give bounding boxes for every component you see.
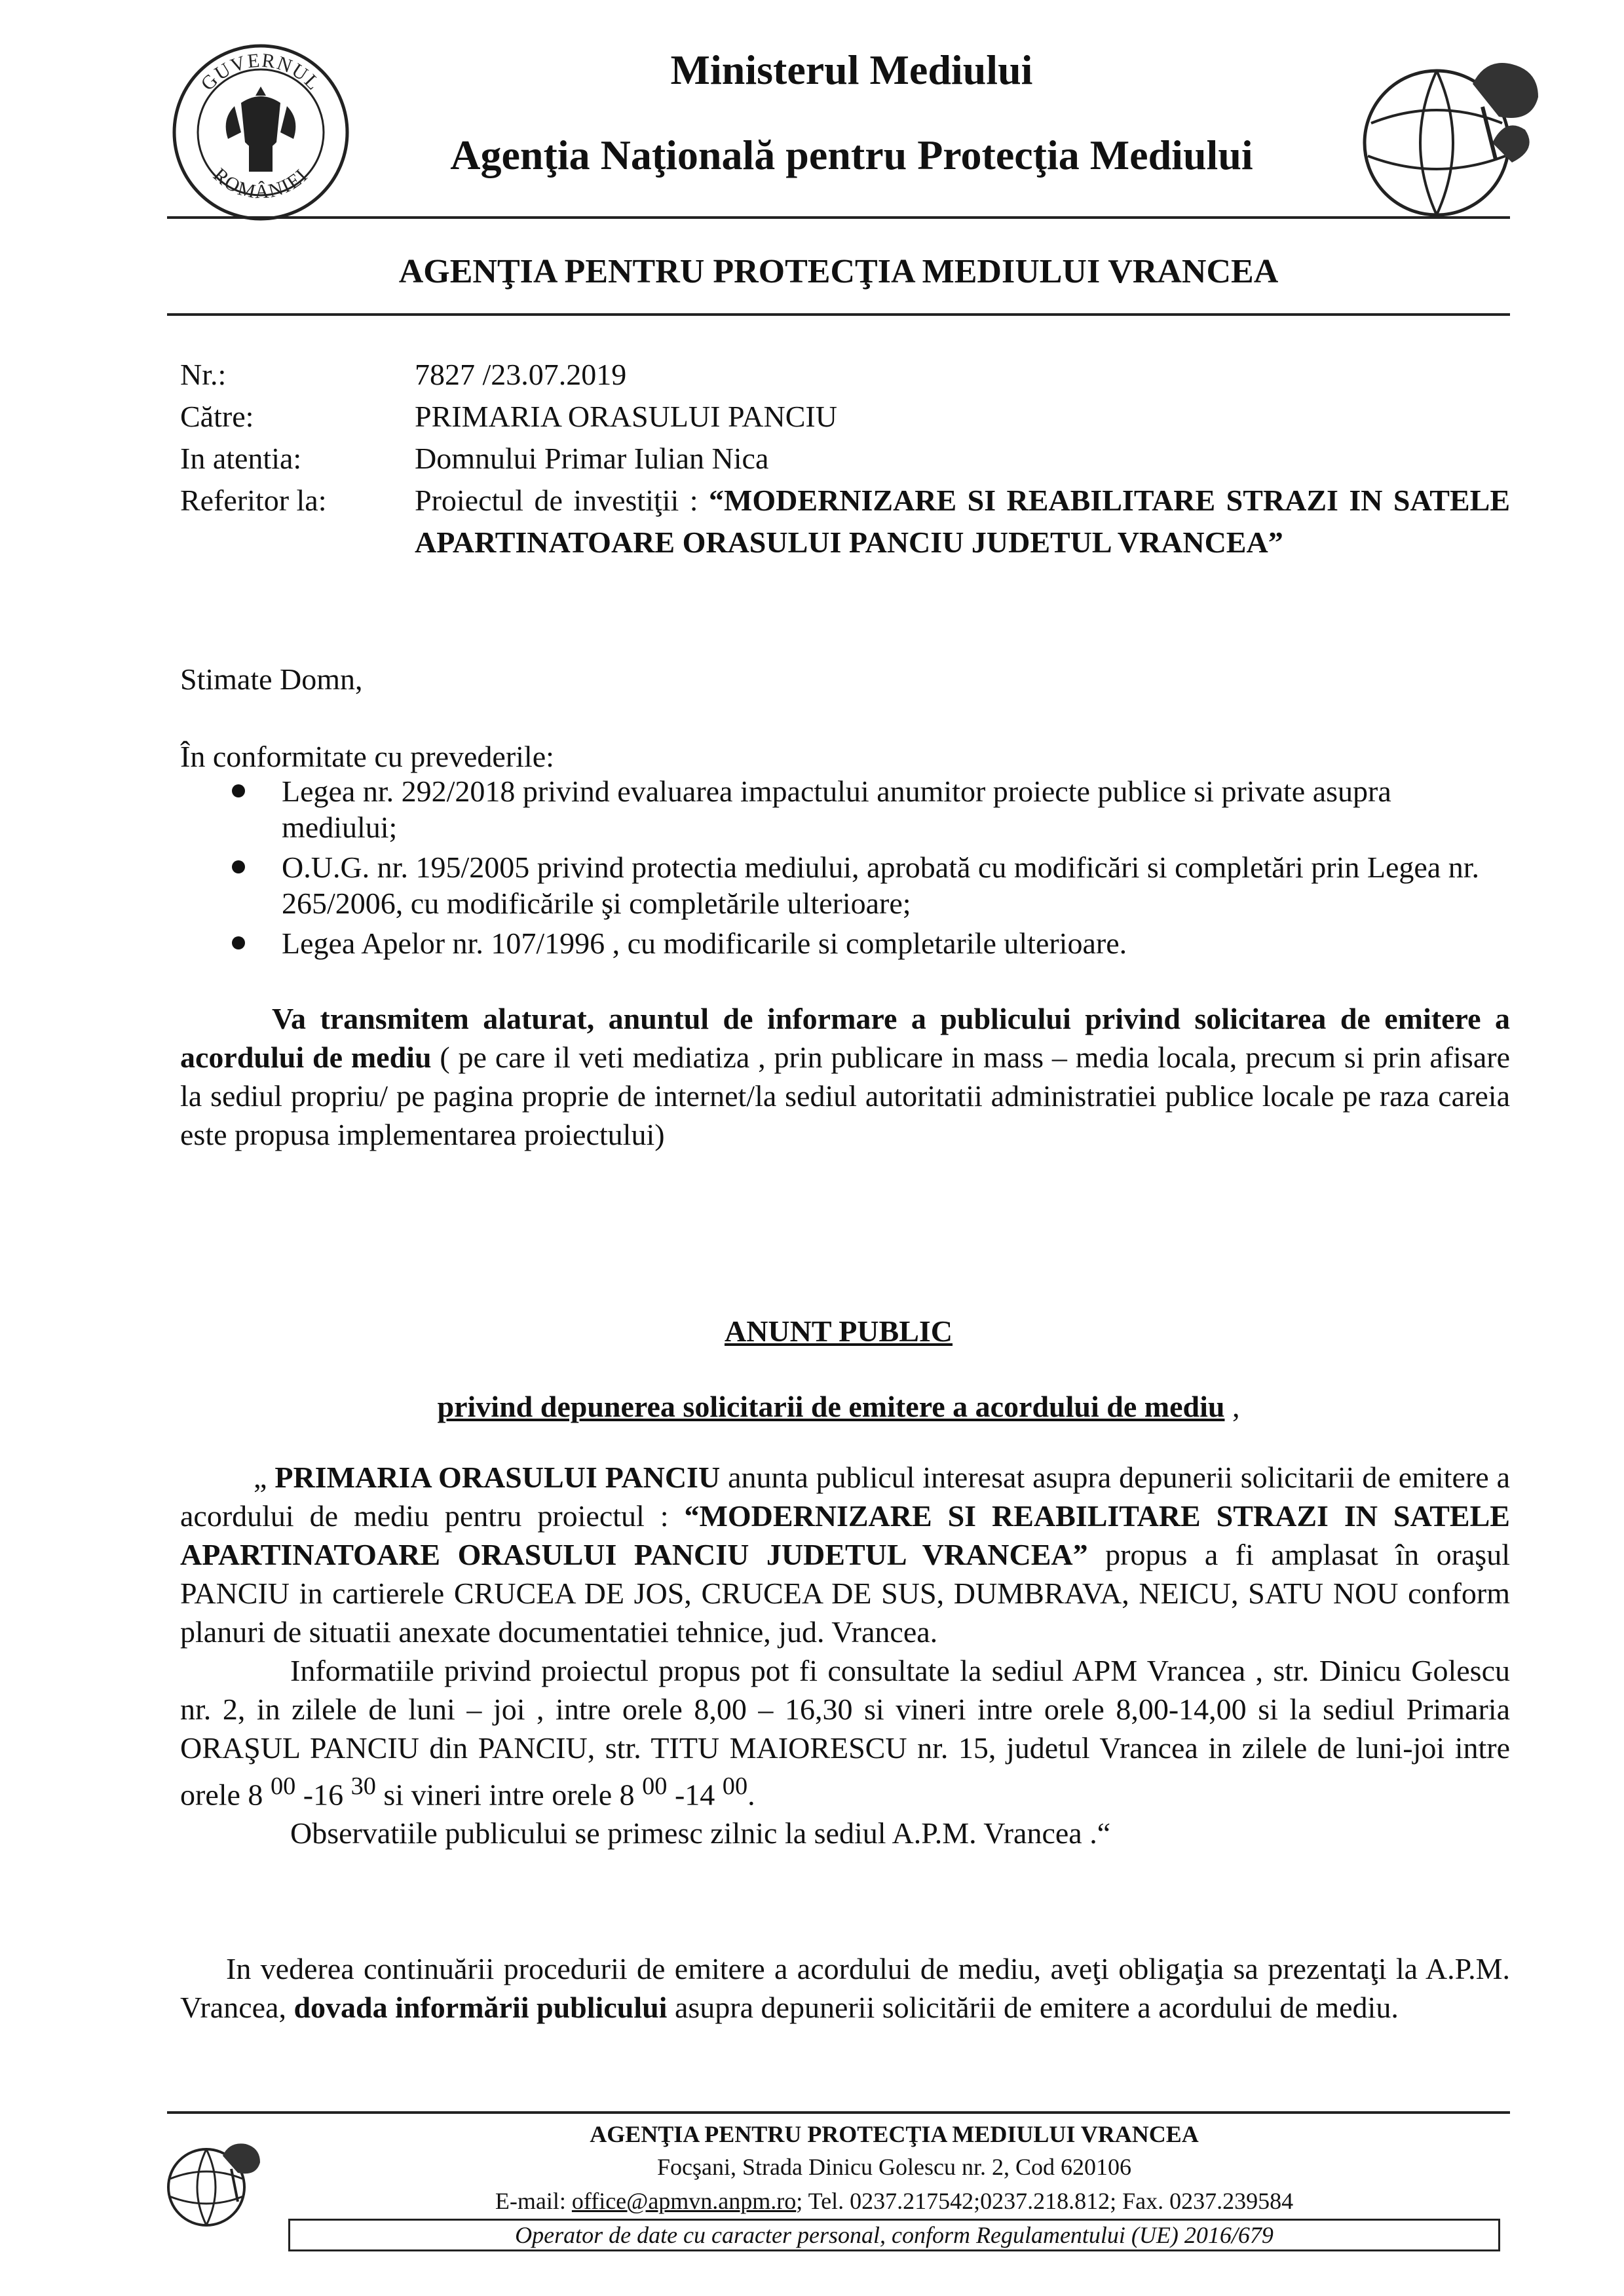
header-divider-top (167, 216, 1510, 219)
announcement-body (180, 1458, 1510, 1852)
announcement-text: Observatiile publicului se primesc zilnic la sediul A.P.M. Vrancea .“ (290, 1816, 1111, 1850)
meta-label: Nr.: (180, 358, 227, 391)
announcement-text: -16 (295, 1778, 351, 1812)
meta-row-number (180, 354, 1510, 396)
announcement-paragraph-3 (180, 1814, 1510, 1852)
footer-divider (167, 2111, 1510, 2114)
meta-value: 7827 /23.07.2019 (415, 358, 627, 391)
announcement-text: si vineri intre orele 8 (375, 1778, 643, 1812)
announcement-text: -14 (667, 1778, 723, 1812)
meta-row-reference (180, 480, 1510, 564)
transmission-rest: ( pe care il veti mediatiza , prin publicare in mass – media locala, precum si prin afisare la sediul propriu/ pe pagina proprie de internet/la sediul autoritatii administratiei publice locale pe raza careia este propusa implementarea proiectului) (180, 1041, 1510, 1151)
reference-prefix: Proiectul de investiţii : (415, 484, 709, 517)
legal-basis-list (223, 773, 1510, 965)
project-title: “MODERNIZARE SI REABILITARE STRAZI IN SATELE APARTINATOARE ORASULUI PANCIU JUDETUL VRANCEA” (180, 1499, 1510, 1571)
announcement-title: ANUNT PUBLIC (724, 1314, 953, 1348)
closing-text: asupra depunerii solicitării de emitere a acordului de mediu. (667, 1991, 1399, 2024)
national-agency-title: Agenţia Naţională pentru Protecţia Mediului (450, 132, 1253, 178)
header-divider-bottom (167, 313, 1510, 316)
announcement-text: anunta publicul interesat asupra depunerii solicitarii de emitere a acordului de mediu pentru proiectul : (180, 1461, 1511, 1533)
list-item (223, 925, 1510, 961)
ministry-title: Ministerul Mediului (670, 47, 1033, 93)
closing-paragraph (180, 1949, 1510, 2027)
meta-value: Domnului Primar Iulian Nica (415, 442, 769, 475)
phone-fax: ; Tel. 0237.217542;0237.218.812; Fax. 0237.239584 (796, 2188, 1294, 2214)
environment-globe-logo (1355, 45, 1551, 228)
project-title: “MODERNIZARE SI REABILITARE STRAZI IN SATELE APARTINATOARE ORASULUI PANCIU JUDETUL VRANCEA” (415, 484, 1510, 559)
list-item (223, 773, 1510, 845)
transmission-bold: Va transmitem alaturat, anuntul de informare a publicului privind solicitarea de emitere a acordului de mediu (180, 1002, 1510, 1074)
meta-row-recipient (180, 396, 1510, 438)
list-item-text: Legea nr. 292/2018 privind evaluarea impactului anumitor proiecte publice si private asupra mediului; (282, 775, 1391, 844)
footer-agency-name: AGENŢIA PENTRU PROTECŢIA MEDIULUI VRANCEA (590, 2121, 1199, 2147)
time-superscript: 00 (270, 1772, 296, 1800)
gdpr-notice: Operator de date cu caracter personal, conform Regulamentului (UE) 2016/679 (288, 2219, 1500, 2251)
footer-contact (288, 2187, 1500, 2215)
bullet-icon (232, 936, 245, 949)
list-item-text: O.U.G. nr. 195/2005 privind protectia mediului, aprobată cu modificări si completări prin Legea nr. 265/2006, cu modificările şi completările ulterioare; (282, 851, 1480, 920)
time-superscript: 30 (350, 1772, 376, 1800)
meta-row-attention (180, 438, 1510, 480)
greeting: Stimate Domn, (180, 662, 363, 696)
announcement-subtitle-tail: , (1224, 1390, 1240, 1423)
transmission-paragraph (180, 999, 1510, 1154)
closing-text: In vederea continuării procedurii de emitere a acordului de mediu, aveţi obligaţia sa prezentaţi la A.P.M. Vrancea, (180, 1952, 1510, 2024)
letter-meta (180, 354, 1510, 564)
svg-text:GUVERNUL: GUVERNUL (197, 49, 325, 95)
applicant-name: PRIMARIA ORASULUI PANCIU (274, 1461, 721, 1494)
meta-label: Către: (180, 400, 254, 433)
announcement-text: . (747, 1778, 755, 1812)
announcement-paragraph-2 (180, 1651, 1510, 1814)
local-agency-title: AGENŢIA PENTRU PROTECŢIA MEDIULUI VRANCEA (398, 253, 1279, 290)
government-seal-logo (169, 41, 352, 224)
quote-open: „ (254, 1461, 275, 1494)
closing-bold: dovada informării publicului (293, 1991, 668, 2024)
meta-label: In atentia: (180, 442, 302, 475)
environment-globe-logo-small (161, 2130, 265, 2234)
announcement-subtitle (167, 1389, 1510, 1424)
meta-label: Referitor la: (180, 484, 327, 517)
time-superscript: 00 (642, 1772, 668, 1800)
footer-address: Focşani, Strada Dinicu Golescu nr. 2, Cod 620106 (657, 2154, 1131, 2180)
meta-value (415, 480, 1510, 564)
announcement-text: propus a fi amplasat în oraşul PANCIU in cartierele CRUCEA DE JOS, CRUCEA DE SUS, DUMBRAVA, NEICU, SATU NOU conform planuri de situatii anexate documentatiei tehnice, jud. Vrancea. (180, 1538, 1510, 1649)
email-label: E-mail: (495, 2188, 572, 2214)
list-item (223, 849, 1510, 921)
time-superscript: 00 (722, 1772, 748, 1800)
announcement-paragraph-1 (180, 1458, 1510, 1651)
list-item-text: Legea Apelor nr. 107/1996 , cu modificarile si completarile ulterioare. (282, 927, 1127, 960)
announcement-text: Informatiile privind proiectul propus pot fi consultate la sediul APM Vrancea , str. Dinicu Golescu nr. 2, in zilele de luni – joi , intre orele 8,00 – 16,30 si vineri intre orele 8,00-14,00 si la sediul Primaria ORAŞUL PANCIU din PANCIU, str. TITU MAIORESCU nr. 15, judetul Vrancea in zilele de luni-joi intre orele 8 (180, 1654, 1510, 1812)
email-link[interactable]: office@apmvn.anpm.ro (571, 2188, 797, 2214)
svg-text:ROMÂNIEI: ROMÂNIEI (209, 164, 312, 203)
bullet-icon (232, 784, 245, 797)
announcement-subtitle-text: privind depunerea solicitarii de emitere a acordului de mediu (437, 1390, 1225, 1423)
bullet-icon (232, 860, 245, 873)
meta-value: PRIMARIA ORASULUI PANCIU (415, 400, 837, 433)
intro-text: În conformitate cu prevederile: (180, 740, 554, 773)
